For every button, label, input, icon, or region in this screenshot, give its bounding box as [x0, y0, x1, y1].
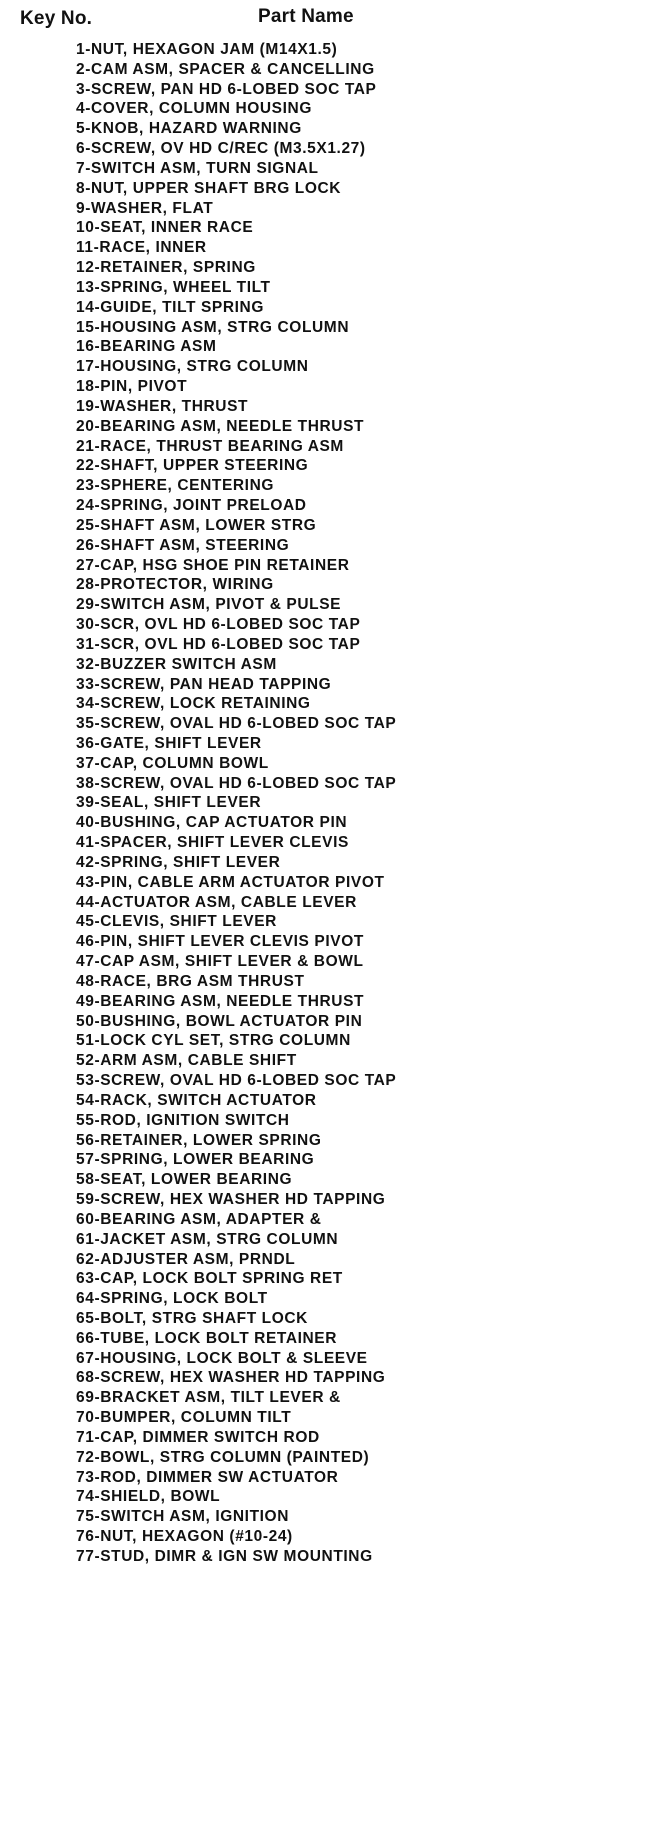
part-list-item: 45-CLEVIS, SHIFT LEVER — [76, 913, 277, 931]
part-list-item: 25-SHAFT ASM, LOWER STRG — [76, 516, 317, 534]
part-list-item: 5-KNOB, HAZARD WARNING — [76, 120, 302, 138]
part-list-item: 65-BOLT, STRG SHAFT LOCK — [76, 1310, 308, 1327]
part-list-item: 43-PIN, CABLE ARM ACTUATOR PIVOT — [76, 873, 385, 891]
part-list-item: 7-SWITCH ASM, TURN SIGNAL — [76, 159, 319, 177]
part-list-item: 66-TUBE, LOCK BOLT RETAINER — [76, 1329, 338, 1347]
part-list-item: 16-BEARING ASM — [76, 338, 217, 356]
part-list-item: 15-HOUSING ASM, STRG COLUMN — [76, 318, 350, 336]
part-list-item: 54-RACK, SWITCH ACTUATOR — [76, 1091, 317, 1109]
part-list-item: 6-SCREW, OV HD C/REC (M3.5X1.27) — [76, 140, 366, 158]
part-list-item: 3-SCREW, PAN HD 6-LOBED SOC TAP — [76, 80, 377, 98]
part-list-item: 37-CAP, COLUMN BOWL — [76, 754, 269, 772]
part-list-item: 2-CAM ASM, SPACER & CANCELLING — [76, 60, 375, 78]
part-list-item: 31-SCR, OVL HD 6-LOBED SOC TAP — [76, 635, 361, 653]
part-list-item: 32-BUZZER SWITCH ASM — [76, 655, 277, 673]
part-list-item: 29-SWITCH ASM, PIVOT & PULSE — [76, 596, 342, 614]
part-name-heading: Part Name — [258, 6, 354, 27]
part-list-item: 35-SCREW, OVAL HD 6-LOBED SOC TAP — [76, 715, 397, 733]
key-no-heading: Key No. — [20, 8, 93, 29]
part-list-item: 22-SHAFT, UPPER STEERING — [76, 457, 309, 475]
part-list-item: 36-GATE, SHIFT LEVER — [76, 734, 262, 752]
part-list-item: 20-BEARING ASM, NEEDLE THRUST — [76, 417, 365, 435]
part-list-item: 57-SPRING, LOWER BEARING — [76, 1151, 315, 1169]
part-list-item: 13-SPRING, WHEEL TILT — [76, 278, 271, 296]
part-list-item: 49-BEARING ASM, NEEDLE THRUST — [76, 992, 365, 1010]
part-list-item: 34-SCREW, LOCK RETAINING — [76, 695, 311, 713]
part-list-item: 42-SPRING, SHIFT LEVER — [76, 853, 281, 871]
part-list-item: 26-SHAFT ASM, STEERING — [76, 536, 290, 554]
part-list-item: 18-PIN, PIVOT — [76, 378, 188, 396]
part-list-item: 73-ROD, DIMMER SW ACTUATOR — [76, 1468, 339, 1486]
part-list-item: 39-SEAL, SHIFT LEVER — [76, 794, 262, 812]
part-list-item: 4-COVER, COLUMN HOUSING — [76, 100, 312, 118]
part-list-item: 62-ADJUSTER ASM, PRNDL — [76, 1250, 296, 1268]
part-list-item: 51-LOCK CYL SET, STRG COLUMN — [76, 1032, 351, 1050]
part-list-item: 33-SCREW, PAN HEAD TAPPING — [76, 675, 332, 693]
part-list-item: 76-NUT, HEXAGON (#10-24) — [76, 1528, 293, 1546]
part-list-item: 63-CAP, LOCK BOLT SPRING RET — [76, 1270, 343, 1288]
part-list-item: 44-ACTUATOR ASM, CABLE LEVER — [76, 893, 357, 911]
part-list-item: 74-SHIELD, BOWL — [76, 1488, 221, 1506]
part-list-item: 21-RACE, THRUST BEARING ASM — [76, 437, 344, 455]
part-list-item: 17-HOUSING, STRG COLUMN — [76, 358, 309, 376]
part-list-item: 46-PIN, SHIFT LEVER CLEVIS PIVOT — [76, 933, 364, 951]
part-list-item: 56-RETAINER, LOWER SPRING — [76, 1131, 322, 1149]
part-list-item: 64-SPRING, LOCK BOLT — [76, 1290, 268, 1308]
part-list-item: 12-RETAINER, SPRING — [76, 259, 256, 277]
part-list-item: 28-PROTECTOR, WIRING — [76, 576, 274, 594]
part-list-item: 50-BUSHING, BOWL ACTUATOR PIN — [76, 1012, 363, 1030]
part-list-item: 11-RACE, INNER — [76, 239, 207, 257]
part-list-item: 60-BEARING ASM, ADAPTER & — [76, 1210, 322, 1228]
part-list-item: 10-SEAT, INNER RACE — [76, 219, 254, 237]
part-list-item: 61-JACKET ASM, STRG COLUMN — [76, 1230, 339, 1248]
part-list-item: 71-CAP, DIMMER SWITCH ROD — [76, 1428, 320, 1446]
part-list-item: 72-BOWL, STRG COLUMN (PAINTED) — [76, 1448, 370, 1466]
parts-list — [76, 40, 396, 1567]
part-list-item: 40-BUSHING, CAP ACTUATOR PIN — [76, 814, 348, 832]
part-list-item: 68-SCREW, HEX WASHER HD TAPPING — [76, 1369, 386, 1387]
part-list-item: 19-WASHER, THRUST — [76, 397, 249, 415]
part-list-item: 41-SPACER, SHIFT LEVER CLEVIS — [76, 834, 349, 852]
part-list-item: 70-BUMPER, COLUMN TILT — [76, 1409, 292, 1427]
part-list-item: 52-ARM ASM, CABLE SHIFT — [76, 1052, 297, 1070]
part-list-item: 14-GUIDE, TILT SPRING — [76, 298, 264, 316]
part-list-item: 53-SCREW, OVAL HD 6-LOBED SOC TAP — [76, 1072, 397, 1090]
part-list-item: 58-SEAT, LOWER BEARING — [76, 1171, 293, 1189]
part-list-item: 69-BRACKET ASM, TILT LEVER & — [76, 1389, 341, 1407]
part-list-item: 9-WASHER, FLAT — [76, 199, 214, 217]
part-list-item: 77-STUD, DIMR & IGN SW MOUNTING — [76, 1547, 373, 1565]
part-list-item: 8-NUT, UPPER SHAFT BRG LOCK — [76, 179, 342, 197]
part-list-item: 1-NUT, HEXAGON JAM (M14X1.5) — [76, 41, 338, 58]
part-list-item: 24-SPRING, JOINT PRELOAD — [76, 497, 307, 515]
part-list-item: 38-SCREW, OVAL HD 6-LOBED SOC TAP — [76, 774, 397, 792]
part-list-item: 23-SPHERE, CENTERING — [76, 477, 275, 495]
part-list-item: 75-SWITCH ASM, IGNITION — [76, 1508, 290, 1526]
part-list-item: 67-HOUSING, LOCK BOLT & SLEEVE — [76, 1349, 368, 1367]
part-list-item: 30-SCR, OVL HD 6-LOBED SOC TAP — [76, 616, 361, 634]
part-list-item: 55-ROD, IGNITION SWITCH — [76, 1111, 290, 1129]
part-list-item: 59-SCREW, HEX WASHER HD TAPPING — [76, 1191, 386, 1209]
part-list-item: 47-CAP ASM, SHIFT LEVER & BOWL — [76, 953, 364, 971]
part-list-item: 27-CAP, HSG SHOE PIN RETAINER — [76, 556, 350, 574]
part-list-item: 48-RACE, BRG ASM THRUST — [76, 972, 305, 990]
